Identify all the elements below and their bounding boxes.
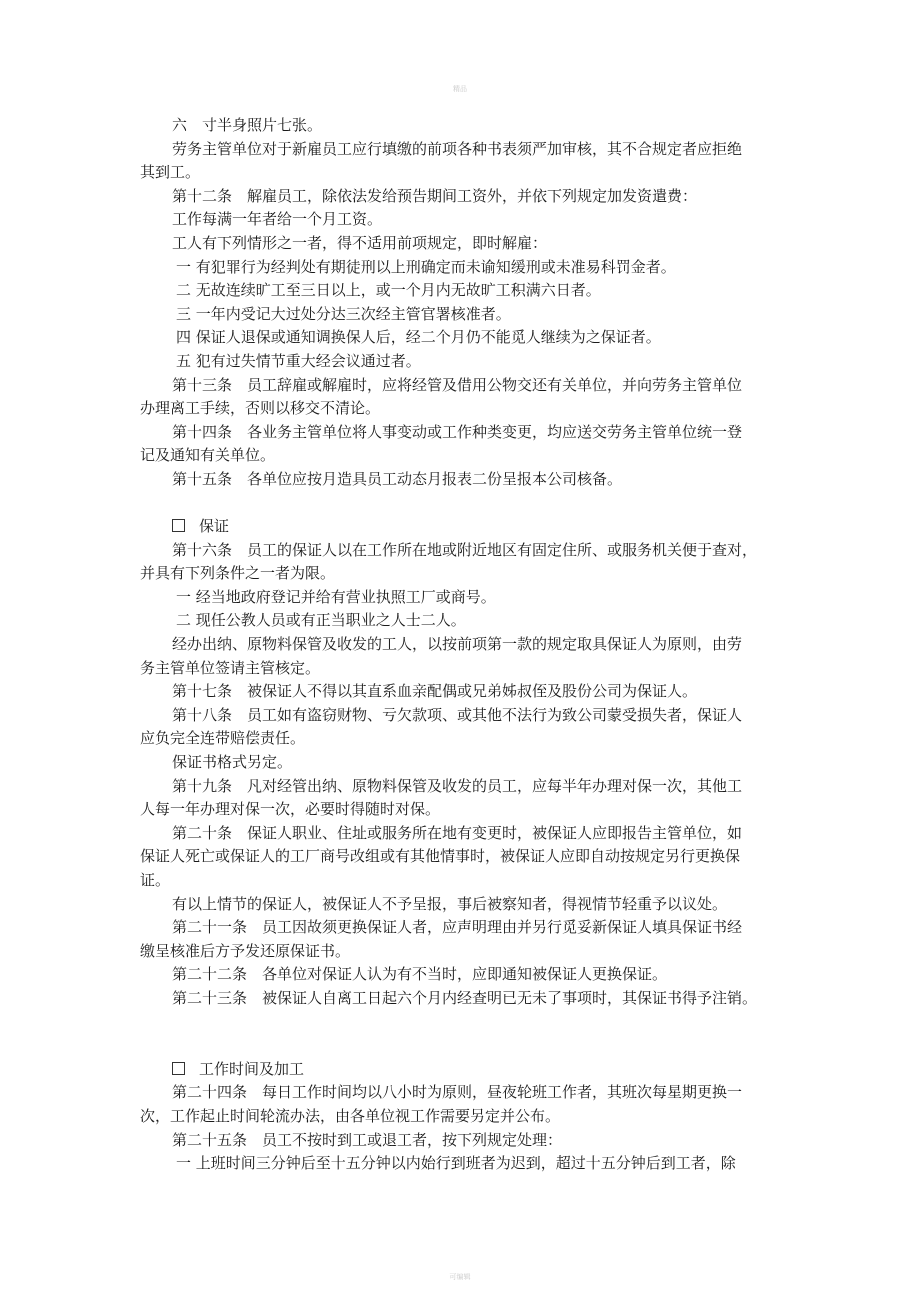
text-line: 缴呈核准后方予发还原保证书。: [140, 941, 351, 960]
article-18: 第十八条 员工如有盗窃财物、亏欠款项、或其他不法行为致公司蒙受损失者，保证人: [172, 705, 743, 724]
text-line: 劳务主管单位对于新雇员工应行填缴的前项各种书表须严加审核，其不合规定者应拒绝: [172, 139, 743, 158]
article-21: 第二十一条 员工因故须更换保证人者，应声明理由并另行觅妥新保证人填具保证书经: [172, 918, 743, 937]
list-item: 二 无故连续旷工至三日以上，或一个月内无故旷工积满六日者。: [176, 281, 601, 300]
text-line: 其到工。: [140, 163, 201, 182]
article-20: 第二十条 保证人职业、住址或服务所在地有变更时，被保证人应即报告主管单位，如: [172, 823, 743, 842]
article-22: 第二十二条 各单位对保证人认为有不当时，应即通知被保证人更换保证。: [172, 965, 668, 984]
text-line: 六 寸半身照片七张。: [172, 116, 323, 134]
text-line: 人每一年办理对保一次，必要时得随时对保。: [140, 800, 441, 819]
text-line: 证。: [140, 871, 171, 889]
article-25: 第二十五条 员工不按时到工或退工者，按下列规定处理：: [172, 1130, 563, 1149]
text-line: 务主管单位签请主管核定。: [140, 658, 321, 677]
section-heading-work-hours: [140, 1058, 795, 1082]
article-15: 第十五条 各单位应按月造具员工动态月报表二份呈报本公司核备。: [172, 469, 623, 488]
list-item: 一 有犯罪行为经判处有期徒刑以上刑确定而未谕知缓刑或未准易科罚金者。: [176, 257, 676, 276]
article-16: 第十六条 员工的保证人以在工作所在地或附近地区有固定住所、或服务机关便于查对，: [172, 540, 758, 559]
section-heading-label: 保证: [199, 517, 230, 536]
paragraph-gap: [140, 1011, 795, 1058]
text-line: 办理离工手续，否则以移交不清论。: [140, 399, 381, 418]
list-item: 一 上班时间三分钟后至十五分钟以内始行到班者为迟到，超过十五分钟后到工者，除: [176, 1154, 736, 1173]
article-19: 第十九条 凡对经管出纳、原物料保管及收发的员工，应每半年办理对保一次，其他工: [172, 776, 743, 795]
article-14: 第十四条 各业务主管单位将人事变动或工作种类变更，均应送交劳务主管单位统一登: [172, 422, 743, 441]
text-line: 记及通知有关单位。: [140, 446, 276, 465]
article-24: 第二十四条 每日工作时间均以八小时为原则，昼夜轮班工作者，其班次每星期更换一: [172, 1083, 743, 1102]
text-line: 并具有下列条件之一者为限。: [140, 564, 336, 583]
list-item: 二 现任公教人员或有正当职业之人士二人。: [176, 611, 466, 630]
text-line: 保证人死亡或保证人的工厂商号改组或有其他情事时，被保证人应即自动按规定另行更换保: [140, 847, 741, 866]
text-line: 应负完全连带赔偿责任。: [140, 729, 306, 748]
list-item: 一 经当地政府登记并给有营业执照工厂或商号。: [176, 587, 496, 606]
paragraph-gap: [140, 492, 795, 516]
text-line: 经办出纳、原物料保管及收发的工人，以按前项第一款的规定取具保证人为原则，由劳: [172, 635, 743, 654]
section-heading-label: 工作时间及加工: [199, 1059, 305, 1078]
article-23: 第二十三条 被保证人自离工日起六个月内经查明已无未了事项时，其保证书得予注销。: [172, 988, 758, 1007]
list-item: 三 一年内受记大过处分达三次经主管官署核准者。: [176, 304, 511, 323]
list-item: 五 犯有过失情节重大经会议通过者。: [176, 351, 421, 370]
document-body: [140, 114, 795, 1176]
text-line: 工人有下列情形之一者，得不适用前项规定，即时解雇：: [172, 233, 548, 252]
checkbox-square-icon: [172, 519, 185, 532]
text-line: 工作每满一年者给一个月工资。: [172, 210, 383, 229]
text-line: 保证书格式另定。: [172, 753, 293, 772]
article-17: 第十七条 被保证人不得以其直系血亲配偶或兄弟姊叔侄及股份公司为保证人。: [172, 682, 698, 701]
section-heading-guarantee: [140, 515, 795, 539]
header-watermark: 精品: [453, 85, 467, 93]
article-13: 第十三条 员工辞雇或解雇时，应将经管及借用公物交还有关单位，并向劳务主管单位: [172, 375, 743, 394]
text-line: 次，工作起止时间轮流办法，由各单位视工作需要另定并公布。: [140, 1106, 561, 1125]
article-12: 第十二条 解雇员工，除依法发给预告期间工资外，并依下列规定加发资遣费：: [172, 186, 698, 205]
list-item: 四 保证人退保或通知调换保人后，经二个月仍不能觅人继续为之保证者。: [176, 328, 661, 347]
text-line: 有以上情节的保证人，被保证人不予呈报，事后被察知者，得视情节轻重予以议处。: [172, 894, 728, 913]
footer-watermark: 可编辑: [449, 1273, 471, 1281]
checkbox-square-icon: [172, 1062, 185, 1075]
